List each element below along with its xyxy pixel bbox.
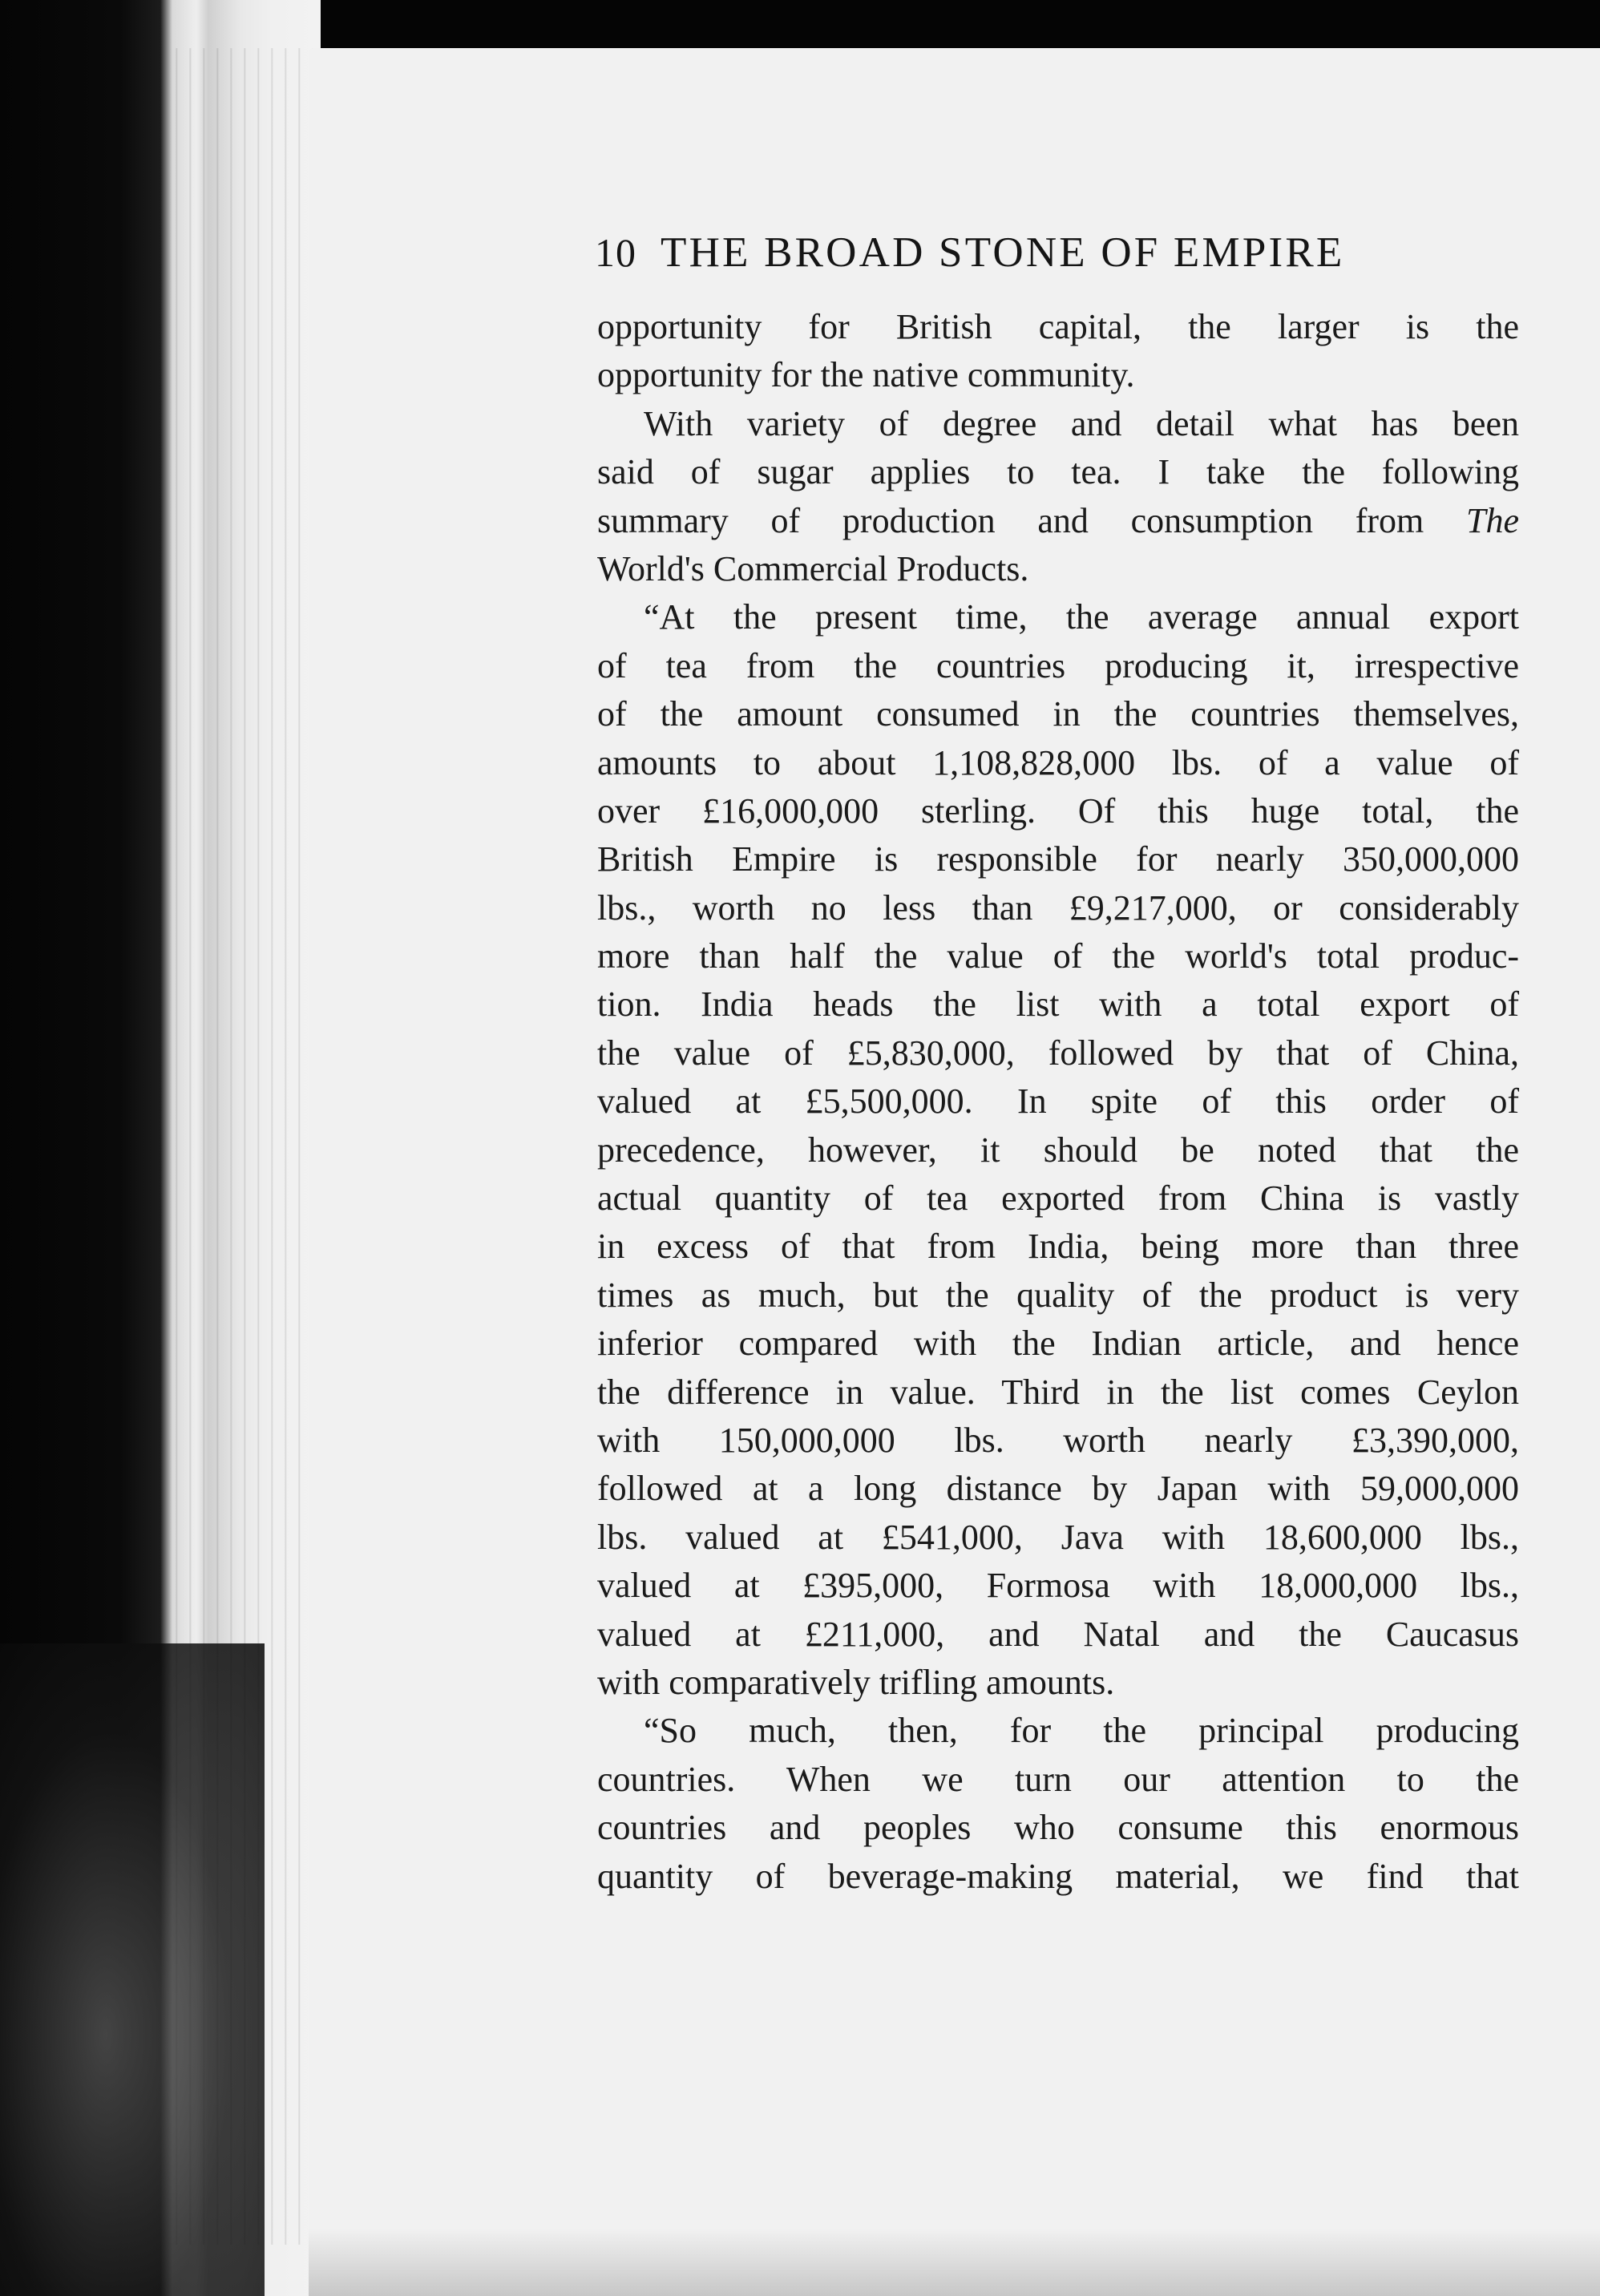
text-line: with comparatively trifling amounts. — [597, 1662, 1115, 1702]
body-text — [597, 303, 1519, 1901]
text-line: British Empire is responsible for nearly 350,000,000 — [597, 839, 1519, 879]
text-line: countries. When we turn our attention to the — [597, 1759, 1519, 1799]
text-line: countries and peoples who consume this enormous — [597, 1808, 1519, 1848]
text-line: actual quantity of tea exported from China is vastly — [597, 1178, 1519, 1219]
text-line: opportunity for the native community. — [597, 355, 1135, 395]
text-line: With variety of degree and detail what has been — [644, 403, 1519, 443]
text-line: lbs. valued at £541,000, Java with 18,600,000 lbs., — [597, 1517, 1519, 1557]
text-line: valued at £5,500,000. In spite of this order of — [597, 1081, 1519, 1122]
text-line: of the amount consumed in the countries themselves, — [597, 694, 1519, 734]
text-line: over £16,000,000 sterling. Of this huge total, the — [597, 790, 1519, 831]
page-number: 10 — [595, 230, 636, 275]
text-line: the value of £5,830,000, followed by that of China, — [597, 1033, 1519, 1073]
text-line: opportunity for British capital, the larger is the — [597, 307, 1519, 346]
text-line: quantity of beverage-making material, we find that — [597, 1856, 1519, 1896]
page-bottom-shadow — [309, 2229, 1600, 2296]
binding-shadow — [0, 1643, 265, 2296]
text-line: followed at a long distance by Japan with 59,000,000 — [597, 1469, 1519, 1509]
text-line: of tea from the countries producing it, irrespective — [597, 645, 1519, 685]
book-title: World's Commercial Products. — [597, 548, 1029, 588]
text-line: lbs., worth no less than £9,217,000, or considerably — [597, 887, 1519, 928]
text-line: said of sugar applies to tea. I take the following — [597, 452, 1519, 492]
running-head — [595, 228, 1477, 285]
text-line-fragment: summary of production and consumption from — [597, 500, 1424, 540]
text-line: “At the present time, the average annual export — [644, 597, 1519, 637]
text-line: precedence, however, it should be noted that the — [597, 1130, 1519, 1170]
running-title: THE BROAD STONE OF EMPIRE — [661, 229, 1345, 276]
text-line: more than half the value of the world's total produc- — [597, 936, 1519, 976]
text-line: tion. India heads the list with a total export of — [597, 984, 1519, 1025]
book-title-fragment: The — [1466, 500, 1520, 540]
text-line: in excess of that from India, being more than three — [597, 1227, 1519, 1267]
text-line: with 150,000,000 lbs. worth nearly £3,390,000, — [597, 1420, 1519, 1460]
text-line: valued at £395,000, Formosa with 18,000,000 lbs., — [597, 1566, 1519, 1606]
text-line — [597, 497, 1519, 545]
text-line: valued at £211,000, and Natal and the Caucasus — [597, 1614, 1519, 1654]
text-line: amounts to about 1,108,828,000 lbs. of a value of — [597, 742, 1519, 782]
text-line: inferior compared with the Indian article, and hence — [597, 1324, 1519, 1364]
text-line: the difference in value. Third in the list comes Ceylon — [597, 1372, 1519, 1412]
text-line: “So much, then, for the principal producing — [644, 1711, 1519, 1751]
text-line: times as much, but the quality of the product is very — [597, 1275, 1519, 1315]
